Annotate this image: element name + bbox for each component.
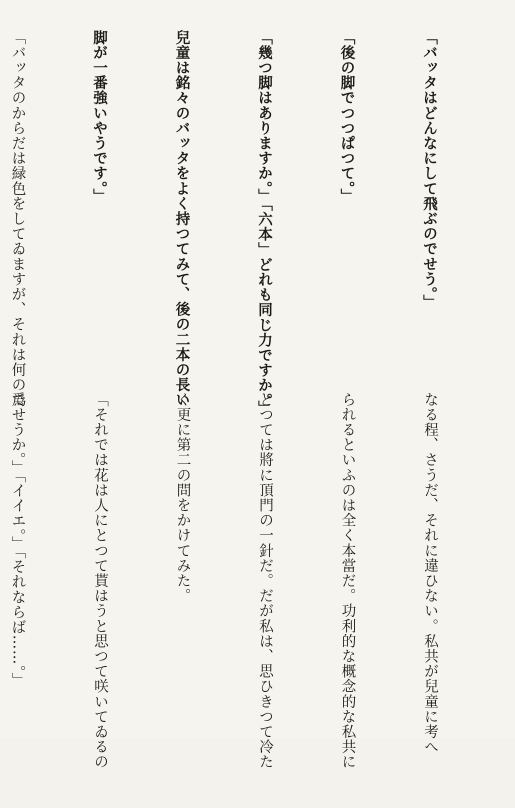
text-line: く更に第二の問をかけてみた。	[174, 392, 191, 604]
text-line: 脚が一番強いやうです。」	[91, 30, 108, 204]
text-line: でせうか。」「イイエ。」「それならば……。」	[9, 392, 26, 688]
text-line: なる程、さうだ、それに違ひない。私共が兒童に考へ	[422, 392, 438, 755]
text-line: 「後の脚でつつぱつて。」	[338, 30, 356, 204]
text-line: られるといふのは全く本當だ。功利的な概念的な私共に	[339, 392, 356, 770]
upper-text-block	[9, 30, 498, 416]
text-line: とつては將に頂門の一針だ。だが私は、思ひきつて冷た	[257, 392, 273, 770]
lower-text-block	[9, 392, 498, 770]
text-line: 兒童は銘々のバッタをよく持つてみて、後の二本の長い	[173, 30, 191, 408]
text-line: 「それでは花は人にとつて貰はうと思つて咲いてゐるの	[92, 392, 108, 770]
text-line: 「バッタはどんなにして飛ぶのでせう。」	[421, 30, 438, 310]
text-line: 「幾つ脚はありますか。」「六本」どれも同じ力ですか。」	[256, 30, 273, 416]
text-line: 「バッタのからだは緑色をしてゐますが、それは何の爲	[9, 30, 26, 408]
